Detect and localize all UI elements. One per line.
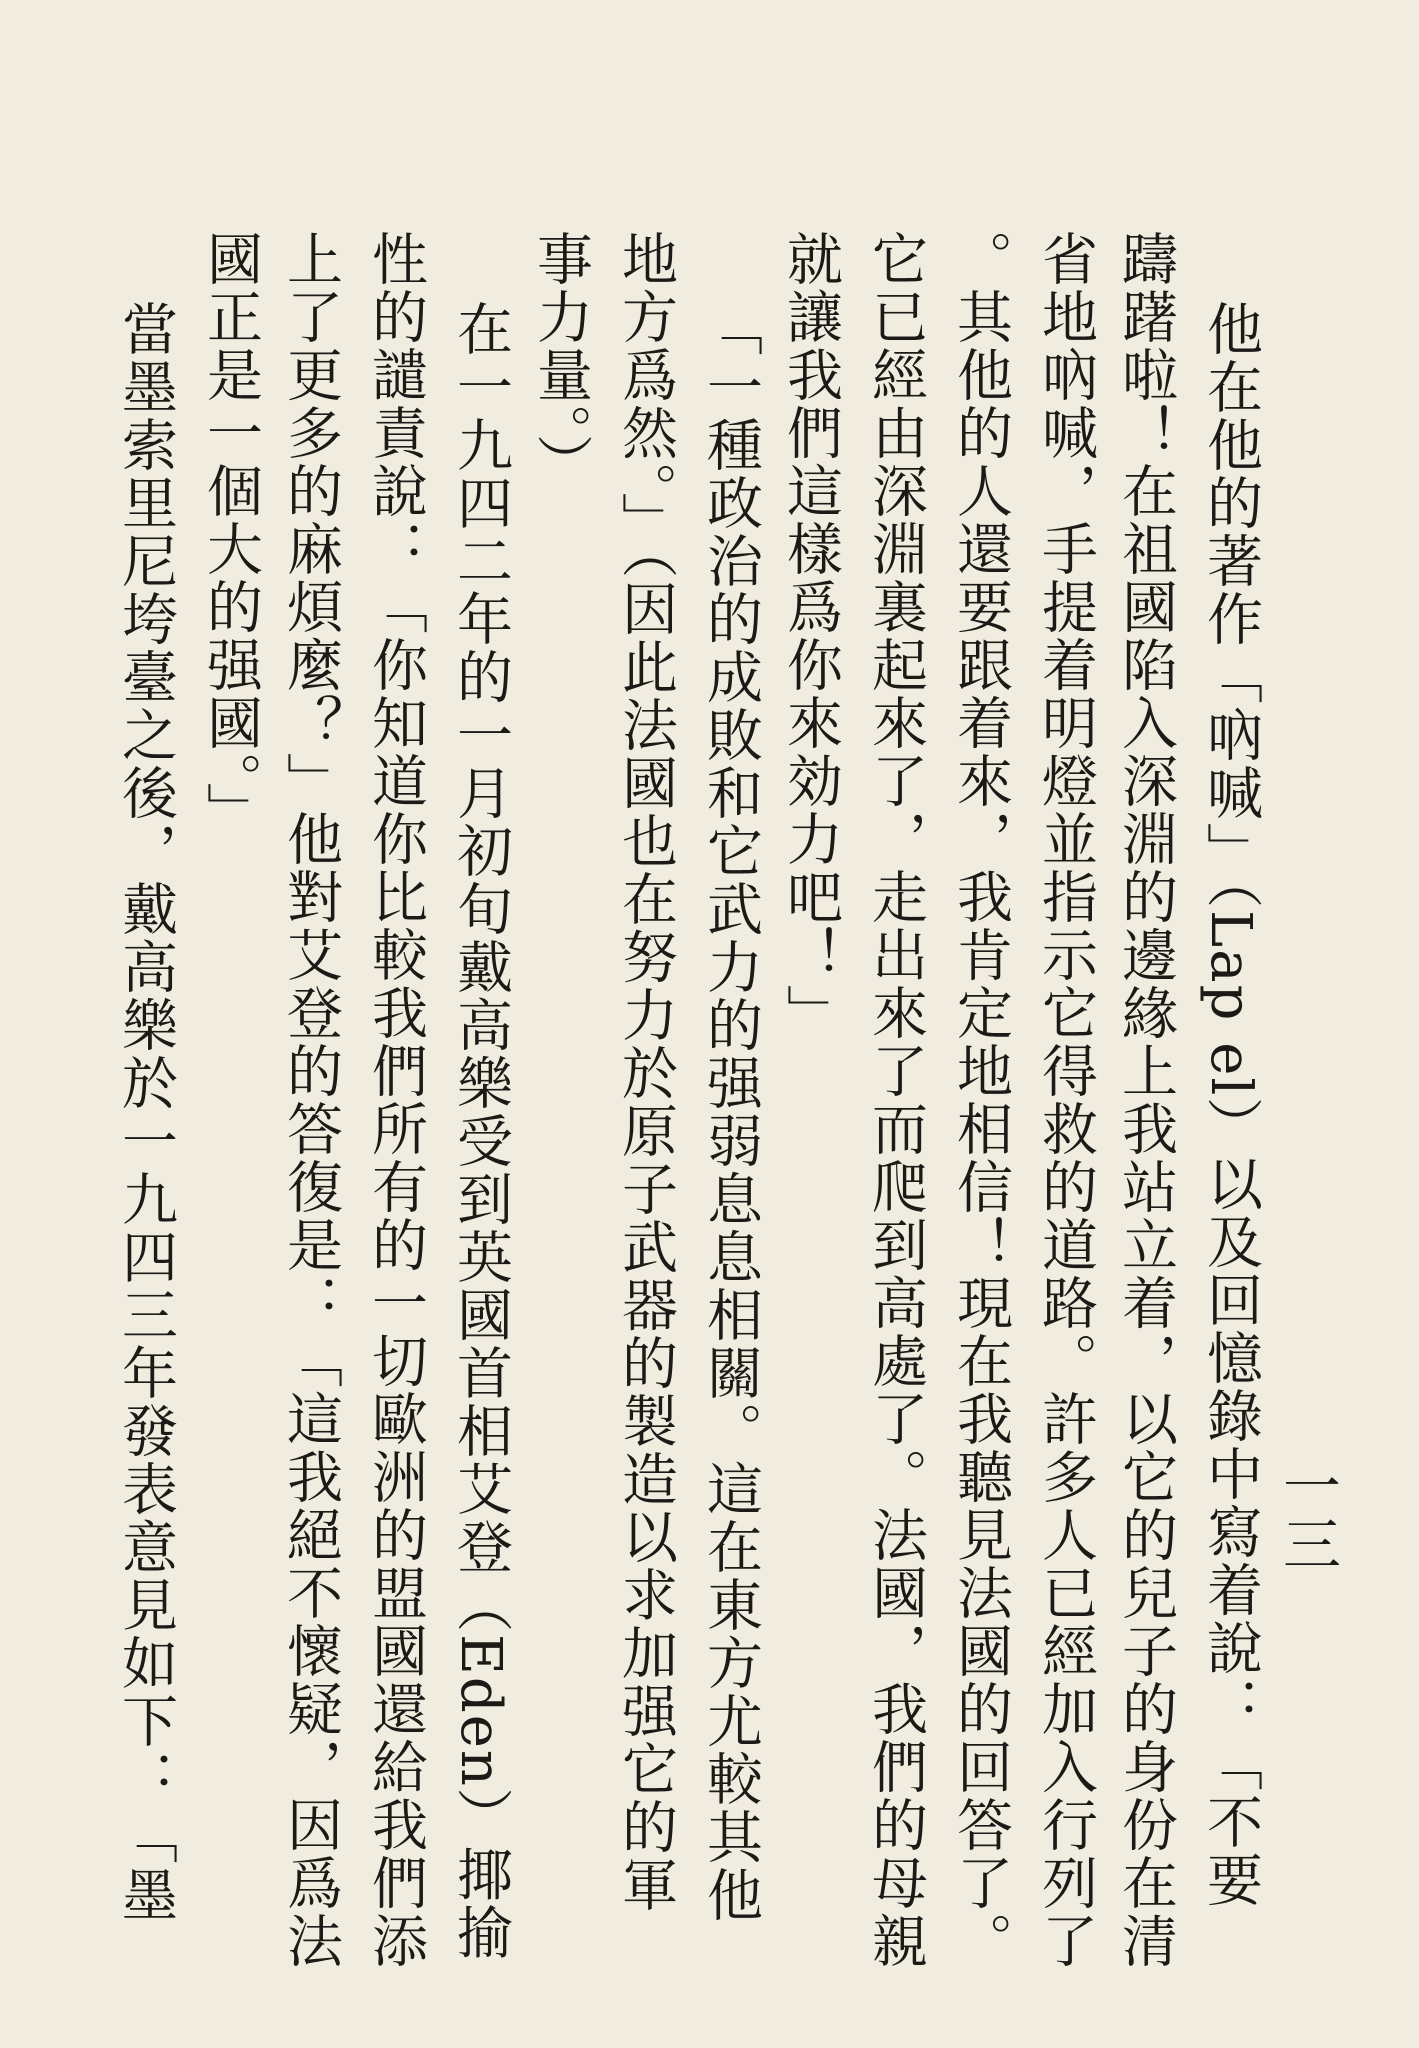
text-column-11: 性的譴責說：「你知道你比較我們所有的一切歐洲的盟國還給我們添 xyxy=(363,230,428,1970)
text-column-3: 省地吶喊，手提着明燈並指示它得救的道路。許多人已經加入行列了 xyxy=(1033,230,1098,1970)
page-number: 一三 xyxy=(1273,1456,1341,1572)
text-column-10: 在一九四二年的一月初旬戴高樂受到英國首相艾登（Eden）揶揄 xyxy=(448,300,513,1962)
text-column-1: 他在他的著作「吶喊」（Lap el）以及回憶錄中寫着說：「不要 xyxy=(1198,300,1263,1910)
text-column-6: 就讓我們這樣爲你來効力吧！」 xyxy=(778,230,843,1042)
text-column-12: 上了更多的麻煩麼？」他對艾登的答復是：「這我絕不懷疑，因爲法 xyxy=(278,230,343,1970)
text-column-13: 國正是一個大的强國。」 xyxy=(198,230,263,840)
text-column-14: 當墨索里尼垮臺之後，戴高樂於一九四三年發表意見如下：「墨 xyxy=(113,300,178,1924)
text-column-7: 「一種政治的成敗和它武力的强弱息息相關。這在東方尤較其他 xyxy=(698,300,763,1924)
text-column-9: 事力量。） xyxy=(528,230,593,492)
text-column-5: 它已經由深淵裏起來了，走出來了而爬到高處了。法國，我們的母親 xyxy=(863,230,928,1970)
text-column-2: 躊躇啦！在祖國陷入深淵的邊緣上我站立着，以它的兒子的身份在清 xyxy=(1113,230,1178,1970)
text-column-8: 地方爲然。」（因此法國也在努力於原子武器的製造以求加强它的軍 xyxy=(613,230,678,1914)
text-column-4: 。其他的人還要跟着來，我肯定地相信！現在我聽見法國的回答了。 xyxy=(948,230,1013,1970)
